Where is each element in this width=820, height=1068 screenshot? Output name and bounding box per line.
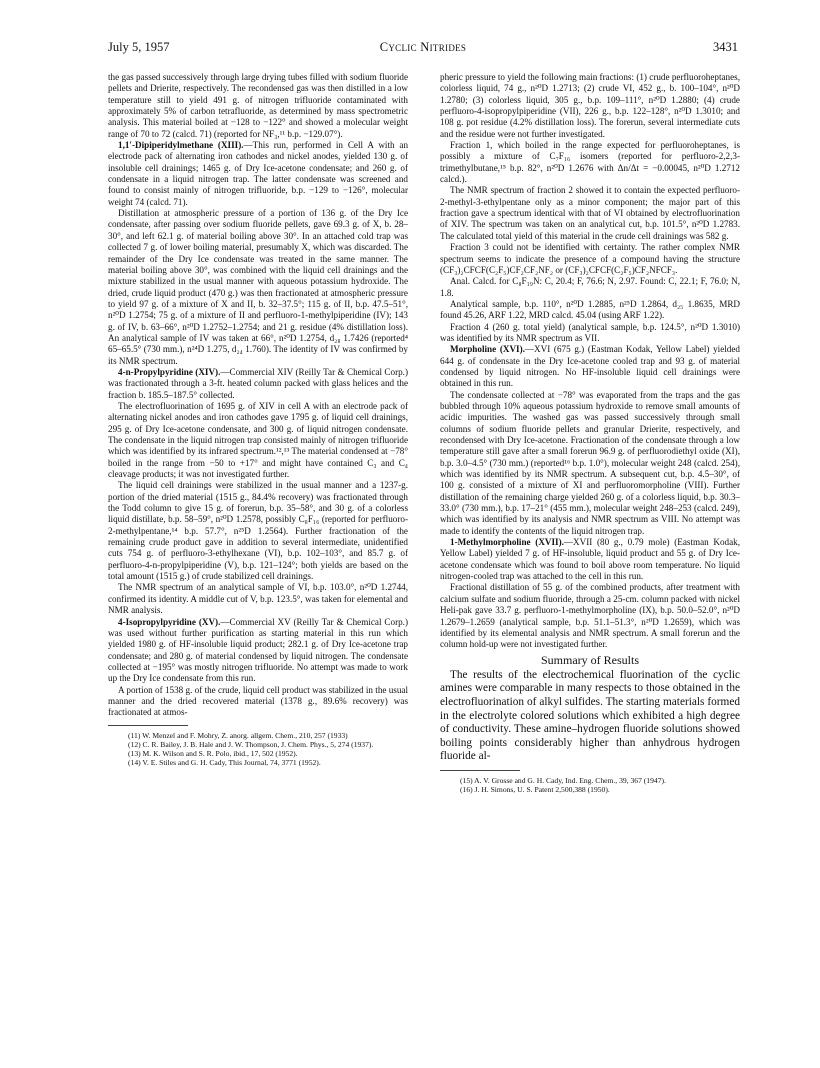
footnote: (14) V. E. Stiles and G. H. Cady, This Journal, 74, 3771 (1952). bbox=[128, 758, 321, 768]
header-page-number: 3431 bbox=[713, 40, 738, 54]
paragraph-text: —XVII (80 g., 0.79 mole) (Eastman Kodak, Yellow Label) yielded 7 g. of HF-insoluble, liquid product and 55 g. of Dry Ice-acetone condensate which was found to boil above room temperature. No liquid nitrogen-cooled trap was attached to the cell in this run. bbox=[440, 537, 740, 582]
section-run-in-heading: 1,1′-Dipiperidylmethane (XIII). bbox=[118, 140, 244, 151]
paragraph: Fractional distillation of 55 g. of the combined products, after treatment with calcium sulfate and sodium fluoride, through a 25-cm. column packed with nickel Heli-pak gave 33.7 g. perfluoro-1-methylmorpholine (IX), b.p. 50.0–52.0°, n²⁰D 1.2679–1.2659 (analytical sample, b.p. 51.1–51.3°, n²⁰D 1.2659), which was identified by its elemental analysis and NMR spectrum. A small forerun and the column hold-up were not investigated further. bbox=[440, 582, 740, 650]
paragraph: The electrofluorination of 1695 g. of XIV in cell A with an electrode pack of alternating nickel anodes and iron cathodes gave 1795 g. of liquid cell drainings, 295 g. of Dry Ice-acetone condensate, and 300 g. of liquid nitrogen condensate. The condensate in the liquid nitrogen trap consisted mainly of nitrogen trifluoride which was identified by its infrared spectrum.¹²,¹³ The material condensed at −78° boiled in the range from −50 to +17° and might have contained C₃ and C₄ cleavage products; it was not investigated further. bbox=[108, 400, 408, 480]
paragraph: Fraction 3 could not be identified with certainty. The rather complex NMR spectrum seems to indicate the presence of a compound having the structure (CF₃)₂CFCF(C₂F₅)CF₂CF₂NF₂ or (CF₃)₂CFCF(C₂F₅)CF₂NFCF₃. bbox=[440, 242, 740, 275]
paragraph bbox=[440, 537, 740, 582]
header-title: Cyclic Nitrides bbox=[379, 40, 467, 54]
paragraph-text: —XVI (675 g.) (Eastman Kodak, Yellow Label) yielded 644 g. of condensate in the Dry Ice-acetone cooled trap and 93 g. of material condensed by liquid nitrogen. No HF-insoluble liquid cell drainings were obtained in this run. bbox=[440, 344, 740, 389]
footnote-divider bbox=[108, 725, 188, 726]
paragraph-text: —Commercial XIV (Reilly Tar & Chemical Corp.) was fractionated through a 3-ft. heated column packed with glass helices and the fraction b. 185.5–187.5° collected. bbox=[108, 366, 408, 400]
footnote: (16) J. H. Simons, U. S. Patent 2,500,388 (1950). bbox=[460, 785, 610, 795]
header-date: July 5, 1957 bbox=[108, 40, 170, 54]
paragraph: The NMR spectrum of an analytical sample of VI, b.p. 103.0°, n²⁰D 1.2744, confirmed its identity. A middle cut of V, b.p. 123.5°, was taken for elemental and NMR analysis. bbox=[108, 582, 408, 616]
paragraph: pheric pressure to yield the following main fractions: (1) crude perfluoroheptanes, colorless liquid, 74 g., n²⁰D 1.2713; (2) crude VI, 452 g., b. 100–104°, n²⁰D 1.2780; (3) colorless liquid, 305 g., b.p. 109–111°, n²⁰D 1.2880; (4) crude perfluoro-4-isopropylpiperidine (VII), 226 g., b.p. 122–128°, n²⁰D 1.3010; and 108 g. pot residue (4.2% distillation loss). The forerun, several intermediate cuts and the residue were not further investigated. bbox=[440, 72, 740, 139]
running-header bbox=[108, 40, 738, 60]
section-run-in-heading: 4-n-Propylpyridine (XIV). bbox=[118, 366, 221, 377]
paragraph: Anal. Calcd. for C₈F₁₉N: C, 20.4; F, 76.6; N, 2.97. Found: C, 22.1; F, 76.0; N, 1.8. bbox=[440, 276, 740, 298]
paragraph: The liquid cell drainings were stabilized in the usual manner and a 1237-g. portion of the dried material (1515 g., 84.4% recovery) was fractionated through the Todd column to give 15 g. of forerun, b.p. 35–58°, and 30 g. of a colorless liquid distillate, b.p. 58–59°, n²⁰D 1.2578, possibly C₈F₁₆ (reported for perfluoro-2-methylpentane,¹⁴ b.p. 57.7°, n²⁵D 1.2564). Further fractionation of the remaining crude product gave in addition to several intermediate, unidentified cuts 754 g. of perfluoro-3-ethylhexane (VI), b.p. 102–103°, and 85.7 g. of perfluoro-4-n-propylpiperidine (V), b.p. 121–124°; both yields are based on the total amount (1515 g.) of crude stabilized cell drainings. bbox=[108, 480, 408, 582]
section-run-in-heading: 1-Methylmorpholine (XVII). bbox=[450, 537, 564, 548]
summary-paragraph: The results of the electrochemical fluorination of the cyclic amines were comparable in many respects to those obtained in the electrofluorination of alkyl sulfides. The starting materials formed in the electrolyte colored solutions which exhibited a high degree of conductivity. These amine–hydrogen fluoride solutions showed boiling points considerably higher than anhydrous hydrogen fluoride al- bbox=[440, 668, 740, 763]
footnote: (15) A. V. Grosse and G. H. Cady, Ind. Eng. Chem., 39, 367 (1947). bbox=[460, 776, 666, 786]
footnote: (11) W. Menzel and F. Mohry, Z. anorg. allgem. Chem., 210, 257 (1933) bbox=[128, 730, 348, 740]
section-heading: Summary of Results bbox=[541, 652, 639, 667]
paragraph-text: —Commercial XV (Reilly Tar & Chemical Corp.) was used without further purification as starting material in this run which yielded 1980 g. of HF-insoluble liquid product; 282.1 g. of Dry Ice-acetone trap condensate; and 280 g. of material condensed by liquid nitrogen. The condensate collected at −195° was mostly nitrogen trifluoride. No attempt was made to work up the Dry Ice condensate from this run. bbox=[108, 616, 408, 684]
footnote-divider bbox=[440, 770, 520, 771]
paragraph: Analytical sample, b.p. 110°, n²⁰D 1.2885, n²⁵D 1.2864, d₂₅ 1.8635, MRD found 45.26, ARF 1.22, MRD calcd. 45.04 (using ARF 1.22). bbox=[440, 298, 740, 321]
paragraph: A portion of 1538 g. of the crude, liquid cell product was stabilized in the usual manner and the dried recovered material (1378 g., 89.6% recovery) was fractionated at atmos- bbox=[108, 684, 408, 718]
paragraph bbox=[108, 140, 408, 208]
footnote: (13) M. K. Wilson and S. R. Polo, ibid., 17, 502 (1952). bbox=[128, 749, 298, 759]
footnote: (12) C. R. Bailey, J. B. Hale and J. W. Thompson, J. Chem. Phys., 5, 274 (1937). bbox=[128, 739, 374, 749]
paragraph-text: —This run, performed in Cell A with an electrode pack of alternating iron cathodes and nickel anodes, yielded 130 g. of insoluble cell drainings; 1465 g. of Dry Ice-acetone condensate; and 260 g. of condensate in a liquid nitrogen trap. The latter condensate was screened and found to consist mainly of nitrogen trifluoride, b.p. −129 to −126°, molecular weight 74 (calcd. 71). bbox=[108, 140, 409, 207]
paragraph: the gas passed successively through large drying tubes filled with sodium fluoride pellets and Drierite, respectively. The recondensed gas was then distilled in a low temperature still to yield 491 g. of nitrogen trifluoride contaminated with approximately 5% of carbon tetrafluoride, as determined by mass spectrometric analysis. This material boiled at −128 to −122° and showed a molecular weight range of 70 to 72 (calcd. 71) (reported for NF₃,¹¹ b.p. −129.07°). bbox=[108, 72, 408, 139]
section-run-in-heading: Morpholine (XVI). bbox=[450, 344, 525, 355]
paragraph bbox=[108, 367, 408, 401]
paragraph: Fraction 1, which boiled in the range expected for perfluoroheptanes, is possibly a mixture of C₇F₁₆ isomers (reported for perfluoro-2,2,3-trimethylbutane,¹⁵ b.p. 82°, n²⁰D 1.2676 with Δn/Δt = −0.00045, n²⁰D 1.2712 calcd.). bbox=[440, 140, 740, 185]
paragraph: Distillation at atmospheric pressure of a portion of 136 g. of the Dry Ice condensate, after passing over sodium fluoride pellets, gave 69.3 g. of X, b. 28–30°, and left 62.1 g. of material boiling above 30°. In an attached cold trap was collected 7 g. of lower boiling material, presumably X, which was discarded. The remainder of the Dry Ice condensate was treated in the same manner. The material boiling above 30°, was combined with the liquid cell drainings and the mixture stabilized in the usual manner with aqueous potassium hydroxide. The dried, crude liquid product (470 g.) was then fractionated at atmospheric pressure to yield 97 g. of a mixture of X and II, b. 32–37.5°; 115 g. of II, b.p. 47.5–51°, n²⁰D 1.2754; 75 g. of a mixture of II and perfluoro-1-methylpiperidine (IV); 143 g. of IV, b. 63–66°, n²⁰D 1.2752–1.2754; and 21 g. residue (4% distillation loss). An analytical sample of IV was taken at 66°, n²⁰D 1.2754, d₂₈ 1.7426 (reported⁴ 65–65.5° (730 mm.), n²⁴D 1.275, d₂₄ 1.760). The identity of IV was confirmed by its NMR spectrum. bbox=[108, 208, 408, 366]
left-column bbox=[108, 72, 408, 768]
paragraph bbox=[440, 344, 740, 389]
paragraph bbox=[108, 617, 408, 685]
paragraph: Fraction 4 (260 g. total yield) (analytical sample, b.p. 124.5°, n²⁰D 1.3010) was identified by its NMR spectrum as VII. bbox=[440, 321, 740, 343]
right-column bbox=[440, 72, 740, 795]
paragraph: The NMR spectrum of fraction 2 showed it to contain the expected perfluoro-2-methyl-3-ethylpentane only as a minor component; the major part of this fraction gave a spectrum identical with that of VI obtained by electrofluorination of XIV. The spectrum was taken on an analytical cut, b.p. 101.5°, n²⁰D 1.2783. The calculated total yield of this material in the crude cell drainings was 582 g. bbox=[440, 185, 740, 241]
section-run-in-heading: 4-Isopropylpyridine (XV). bbox=[118, 616, 221, 627]
paragraph: The condensate collected at −78° was evaporated from the traps and the gas bubbled through 10% aqueous potassium hydroxide to remove small amounts of acidic impurities. The washed gas was passed successively through small columns of sodium fluoride pellets and granular Drierite, respectively, and recondensed with Dry Ice-acetone. Fractionation of the condensate through a low temperature still gave after a small forerun 96.9 g. of perfluorodiethyl oxide (XI), b.p. 3.0–4.5° (730 mm.) (reported¹⁶ b.p. 1.0°), molecular weight 248 (calcd. 254), which was identified by its NMR spectrum. A subsequent cut, b.p. 4.5–30°, of 100 g. consisted of a mixture of XI and perfluoromorpholine (VIII). Further distillation of the remaining charge yielded 260 g. of a colorless liquid, b.p. 30.3–33.0° (730 mm.), b.p. 17–21° (455 mm.), molecular weight 248–253 (calcd. 249), which was identified by its analysis and NMR spectrum as VIII. No attempt was made to identify the contents of the liquid nitrogen trap. bbox=[440, 389, 740, 536]
